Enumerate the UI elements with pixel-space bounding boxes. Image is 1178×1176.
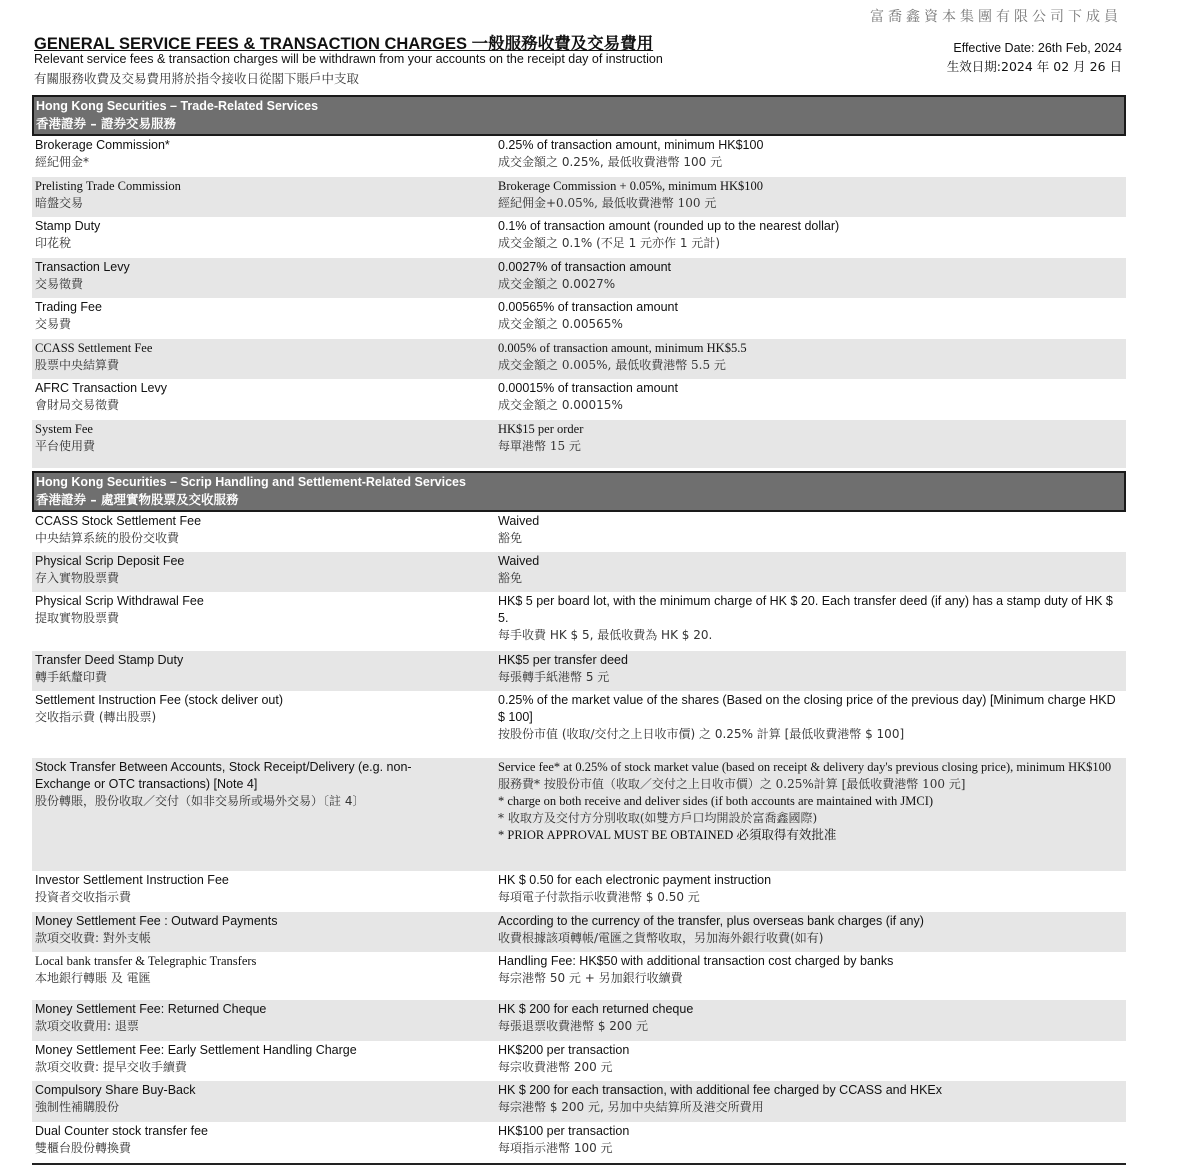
fee-label-zh: 投資者交收指示費 (35, 890, 132, 904)
fee-row-transfer-deed-stamp-duty (32, 651, 1126, 691)
fee-value-zh: 成交金額之 0.005%, 最低收費港幣 5.5 元 (498, 358, 726, 372)
fee-label: Dual Counter stock transfer fee (35, 1124, 208, 1138)
fee-row-early-settlement (32, 1041, 1126, 1081)
fee-value: 0.0027% of transaction amount (498, 260, 672, 274)
fee-label: Trading Fee (35, 300, 102, 314)
fee-row-money-settlement-outward (32, 912, 1126, 952)
fee-row-system-fee (32, 420, 1126, 468)
fee-value-zh: 服務費* 按股份市值（收取／交付之上日收市價）之 0.25%計算 [最低收費港幣 100 元] (498, 777, 966, 791)
fee-value-zh: 每項電子付款指示收費港幣 $ 0.50 元 (498, 890, 700, 904)
fee-value: HK $ 200 for each returned cheque (498, 1002, 694, 1016)
fee-value: Service fee* at 0.25% of stock market value (based on receipt & delivery day's previous closing price), minimum HK$100 (498, 760, 1112, 774)
fee-value-zh: 成交金額之 0.00015% (498, 398, 623, 412)
fee-value: HK $ 200 for each transaction, with additional fee charged by CCASS and HKEx (498, 1083, 943, 1097)
fee-value: HK$100 per transaction (498, 1124, 630, 1138)
fee-label: Compulsory Share Buy-Back (35, 1083, 196, 1097)
fee-row-stock-transfer-between-accounts (32, 758, 1126, 871)
fee-row-transaction-levy (32, 258, 1126, 298)
fee-value: Waived (498, 554, 540, 568)
fee-label: CCASS Settlement Fee (35, 341, 153, 355)
fee-label-zh: 中央結算系統的股份交收費 (35, 531, 180, 545)
fee-label: AFRC Transaction Levy (35, 381, 167, 395)
page-title: GENERAL SERVICE FEES & TRANSACTION CHARGES 一般服務收費及交易費用 (34, 35, 654, 53)
section-title-chinese: 香港證券 – 證券交易服務 (36, 116, 176, 131)
fee-value-zh: 每張轉手紙港幣 5 元 (498, 670, 610, 684)
fee-value: HK$200 per transaction (498, 1043, 630, 1057)
subtitle-english: Relevant service fees & transaction charges will be withdrawn from your accounts on the receipt day of instruction (34, 52, 663, 66)
fee-label: System Fee (35, 422, 93, 436)
fee-row-trading-fee (32, 298, 1126, 339)
fee-value: 0.25% of the market value of the shares (Based on the closing price of the previous day) [Minimum charge HKD $ 100] (498, 693, 1116, 724)
section-title-english: Hong Kong Securities – Trade-Related Services (36, 99, 319, 113)
fee-value: HK$15 per order (498, 422, 584, 436)
fee-value: HK $ 0.50 for each electronic payment instruction (498, 873, 772, 887)
fee-value: 0.00015% of transaction amount (498, 381, 678, 395)
section-title-chinese: 香港證券 – 處理實物股票及交收服務 (36, 492, 239, 507)
fee-value-zh: 成交金額之 0.0027% (498, 277, 616, 291)
fee-value: According to the currency of the transfer, plus overseas bank charges (if any) (498, 914, 924, 928)
fee-label: Money Settlement Fee: Early Settlement Handling Charge (35, 1043, 357, 1057)
fee-value: 0.005% of transaction amount, minimum HK$5.5 (498, 341, 747, 355)
fee-label-zh: 款項交收費: 對外支帳 (35, 931, 151, 945)
fee-label: CCASS Stock Settlement Fee (35, 514, 202, 528)
fee-label-zh: 經紀佣金* (35, 155, 90, 169)
section-header (32, 471, 1126, 512)
fee-label-zh: 暗盤交易 (35, 196, 84, 210)
fee-label: Settlement Instruction Fee (stock deliver out) (35, 693, 284, 707)
fee-value: 0.00565% of transaction amount (498, 300, 678, 314)
fee-value: HK$ 5 per board lot, with the minimum charge of HK $ 20. Each transfer deed (if any) has a stamp duty of HK $ 5. (498, 594, 1113, 625)
fee-label: Money Settlement Fee : Outward Payments (35, 914, 278, 928)
effective-date-chinese: 生效日期:2024 年 02 月 26 日 (946, 59, 1122, 74)
fee-label: Prelisting Trade Commission (35, 179, 181, 193)
fee-value-zh: 每宗港幣 50 元 + 另加銀行收續費 (498, 971, 683, 985)
fee-label-zh: 強制性補購股份 (35, 1100, 120, 1114)
fee-row-stamp-duty (32, 217, 1126, 258)
section-scrip-handling (32, 471, 1126, 1162)
fee-value-zh: 每手收費 HK $ 5, 最低收費為 HK $ 20. (498, 628, 713, 642)
section-header (32, 95, 1126, 136)
fee-label-zh: 存入實物股票費 (35, 571, 120, 585)
fee-row-compulsory-share-buyback (32, 1081, 1126, 1122)
company-affiliation: 富喬鑫資本集團有限公司下成員 (870, 9, 1122, 25)
fee-approval-note: * PRIOR APPROVAL MUST BE OBTAINED 必須取得有效批准 (498, 828, 837, 842)
fee-value-zh: 按股份市值 (收取/交付之上日收市價) 之 0.25% 計算 [最低收費港幣 $ 100] (498, 727, 905, 741)
fee-label-zh: 轉手紙釐印費 (35, 670, 108, 684)
fee-value: 0.1% of transaction amount (rounded up to the nearest dollar) (498, 219, 840, 233)
fee-value: Handling Fee: HK$50 with additional transaction cost charged by banks (498, 954, 894, 968)
fee-value-zh: 每項指示港幣 100 元 (498, 1141, 613, 1155)
fee-label: Local bank transfer & Telegraphic Transfers (35, 954, 257, 968)
section-trade-related (32, 95, 1126, 468)
fee-row-ccass-settlement-fee (32, 339, 1126, 379)
table-bottom-rule (32, 1163, 1126, 1165)
fee-label: Transaction Levy (35, 260, 130, 274)
fee-row-returned-cheque (32, 1000, 1126, 1041)
fee-label: Investor Settlement Instruction Fee (35, 873, 229, 887)
fee-value-zh: 成交金額之 0.00565% (498, 317, 623, 331)
fee-row-physical-scrip-deposit (32, 552, 1126, 592)
fee-value-zh: 豁免 (498, 531, 523, 545)
fee-row-investor-settlement-instruction (32, 871, 1126, 912)
subtitle-chinese: 有關服務收費及交易費用將於指令接收日從閣下賬戶中支取 (34, 71, 360, 86)
fee-value-zh: 成交金額之 0.1% (不足 1 元亦作 1 元計) (498, 236, 721, 250)
fee-row-brokerage-commission (32, 136, 1126, 177)
fee-value: Waived (498, 514, 540, 528)
fee-label: Stock Transfer Between Accounts, Stock Receipt/Delivery (e.g. non-Exchange or OTC transactions) [Note 4] (35, 760, 412, 791)
fee-label-zh: 本地銀行轉賬 及 電匯 (35, 971, 151, 985)
fee-row-settlement-instruction (32, 691, 1126, 758)
fee-row-physical-scrip-withdrawal (32, 592, 1126, 651)
fee-label-zh: 款項交收費: 提早交收手續費 (35, 1060, 187, 1074)
fee-label-zh: 交易費 (35, 317, 72, 331)
fee-label: Brokerage Commission* (35, 138, 170, 152)
fee-note-zh: * 收取方及交付方分別收取(如雙方戶口均開設於富喬鑫國際) (498, 811, 818, 825)
fee-value-zh: 每宗收費港幣 200 元 (498, 1060, 613, 1074)
fee-label-zh: 款項交收費用: 退票 (35, 1019, 139, 1033)
fee-value-zh: 每宗港幣 $ 200 元, 另加中央結算所及港交所費用 (498, 1100, 764, 1114)
fee-value-zh: 成交金額之 0.25%, 最低收費港幣 100 元 (498, 155, 723, 169)
fee-label-zh: 交易徵費 (35, 277, 84, 291)
fee-label-zh: 股份轉賬，股份收取／交付（如非交易所或場外交易）〔註 4〕 (35, 794, 365, 808)
fee-label-zh: 交收指示費 (轉出股票) (35, 710, 157, 724)
fee-label-zh: 印花稅 (35, 236, 72, 250)
fee-value-zh: 豁免 (498, 571, 523, 585)
fee-label-zh: 平台使用費 (35, 439, 96, 453)
fee-label: Transfer Deed Stamp Duty (35, 653, 184, 667)
fee-value-zh: 收費根據該項轉帳/電匯之貨幣收取，另加海外銀行收費(如有) (498, 931, 824, 945)
fee-label-zh: 雙櫃台股份轉換費 (35, 1141, 132, 1155)
fee-value: Brokerage Commission + 0.05%, minimum HK$100 (498, 179, 764, 193)
section-title-english: Hong Kong Securities – Scrip Handling and Settlement-Related Services (36, 475, 466, 489)
fee-row-afrc-transaction-levy (32, 379, 1126, 420)
fee-note: * charge on both receive and deliver sides (if both accounts are maintained with JMCI) (498, 794, 934, 808)
fee-value-zh: 每張退票收費港幣 $ 200 元 (498, 1019, 648, 1033)
fee-label: Stamp Duty (35, 219, 101, 233)
fee-row-dual-counter-transfer (32, 1122, 1126, 1162)
fee-row-local-bank-transfer (32, 952, 1126, 1000)
fee-label-zh: 股票中央結算費 (35, 358, 120, 372)
fee-label: Money Settlement Fee: Returned Cheque (35, 1002, 267, 1016)
fee-value-zh: 經紀佣金+0.05%, 最低收費港幣 100 元 (498, 196, 717, 210)
fee-value: HK$5 per transfer deed (498, 653, 628, 667)
fee-label: Physical Scrip Withdrawal Fee (35, 594, 204, 608)
fee-label: Physical Scrip Deposit Fee (35, 554, 185, 568)
fee-value-zh: 每單港幣 15 元 (498, 439, 581, 453)
fee-label-zh: 會財局交易徵費 (35, 398, 120, 412)
fee-value: 0.25% of transaction amount, minimum HK$100 (498, 138, 764, 152)
fee-row-prelisting-trade-commission (32, 177, 1126, 217)
effective-date-english: Effective Date: 26th Feb, 2024 (953, 41, 1122, 55)
fee-label-zh: 提取實物股票費 (35, 611, 120, 625)
fee-row-ccass-stock-settlement (32, 512, 1126, 552)
